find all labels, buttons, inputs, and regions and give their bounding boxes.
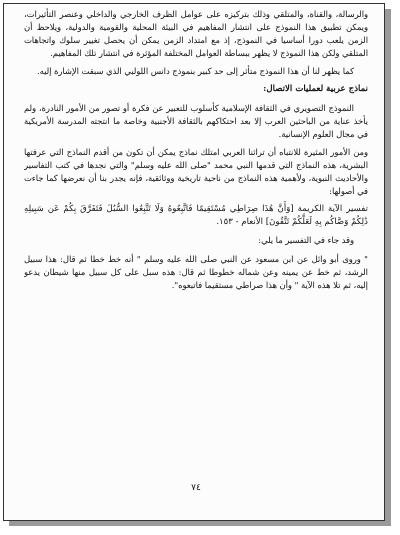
document-page	[24, 8, 368, 508]
paragraph-4: ومن الأمور المثيرة للانتباه أن تراثنا العربي امتلك نماذج يمكن أن تكون من أقدم النماذج التي عرفتها البشرية، هذه النماذج التي قدمها النبي محمد "صلى الله عليه وسلم" والتي نجدها في كتب التفاسير والأحاديث النبوية، ولأهمية هذه النماذج من ناحية تاريخية ووثائقية، فإنه يجدر بنا أن نعرضها كما جاءت في أصولها:	[24, 146, 368, 197]
page-shadow-right	[385, 9, 391, 525]
paragraph-6: وقد جاء في التفسير ما يلي:	[258, 235, 354, 246]
page-number: ٧٤	[191, 483, 201, 493]
paragraph-7-quote: " وروى أبو وائل عن ابن مسعود عن النبي صلى الله عليه وسلم " أنه خط خطا ثم قال: هذا سبيل الرشد، ثم خط عن يمينه وعن شماله خطوطا ثم قال: هذه سبل على كل سبيل منها شيطان يدعو إليه، ثم تلا هذه الآية " وأن هذا صراطي مستقيما فاتبعوه".	[24, 253, 368, 290]
paragraph-5-verse: تفسير الآية الكريمة [وَأَنَّ هَٰذَا صِرَاطِي مُسْتَقِيمًا فَاتَّبِعُوهُ وَلَا تَتَّبِعُوا السُّبُلَ فَتَفَرَّقَ بِكُمْ عَن سَبِيلِهِ ذَٰلِكُمْ وَصَّاكُم بِهِ لَعَلَّكُمْ تَتَّقُونَ] الأنعام - ١٥٣.	[24, 204, 368, 228]
section-heading: نماذج عربية لعمليات الاتصال:	[263, 84, 368, 95]
paragraph-1: والرسالة، والقناة، والمتلقي وذلك بتركيزه على عوامل الظرف الخارجي والداخلي وعنصر التأثيرات، ويمكن تطبيق هذا النموذج على انتشار المفاهيم في البيئة المحلية والقومية والدولية، ويلاحظ أن الزمن يلعب دورا أساسيا في النموذج، إذ مع امتداد الزمن يمكن أن يحصل تغيير سلوك واتجاهات المتلقي ولكن هذا النموذج لا يظهر ببساطة العوامل المختلفة المؤثرة في انتشار تلك المفاهيم.	[24, 9, 368, 59]
paragraph-2: كما يظهر لنا أن هذا النموذج متأثر إلى حد كبير بنموذج دانس اللولبي الذي سبقت الإشارة إليه.	[36, 66, 354, 77]
paragraph-3: النموذج التصويري في الثقافة الإسلامية كأسلوب للتعبير عن فكرة أو تصور من الأمور النادرة، ولم يأخذ عناية من الباحثين العرب إلا بعد احتكاكهم بالثقافة الأجنبية وخاصة ما انتجته المدرسة الأمريكية في مجال العلوم الإنسانية.	[24, 102, 368, 139]
